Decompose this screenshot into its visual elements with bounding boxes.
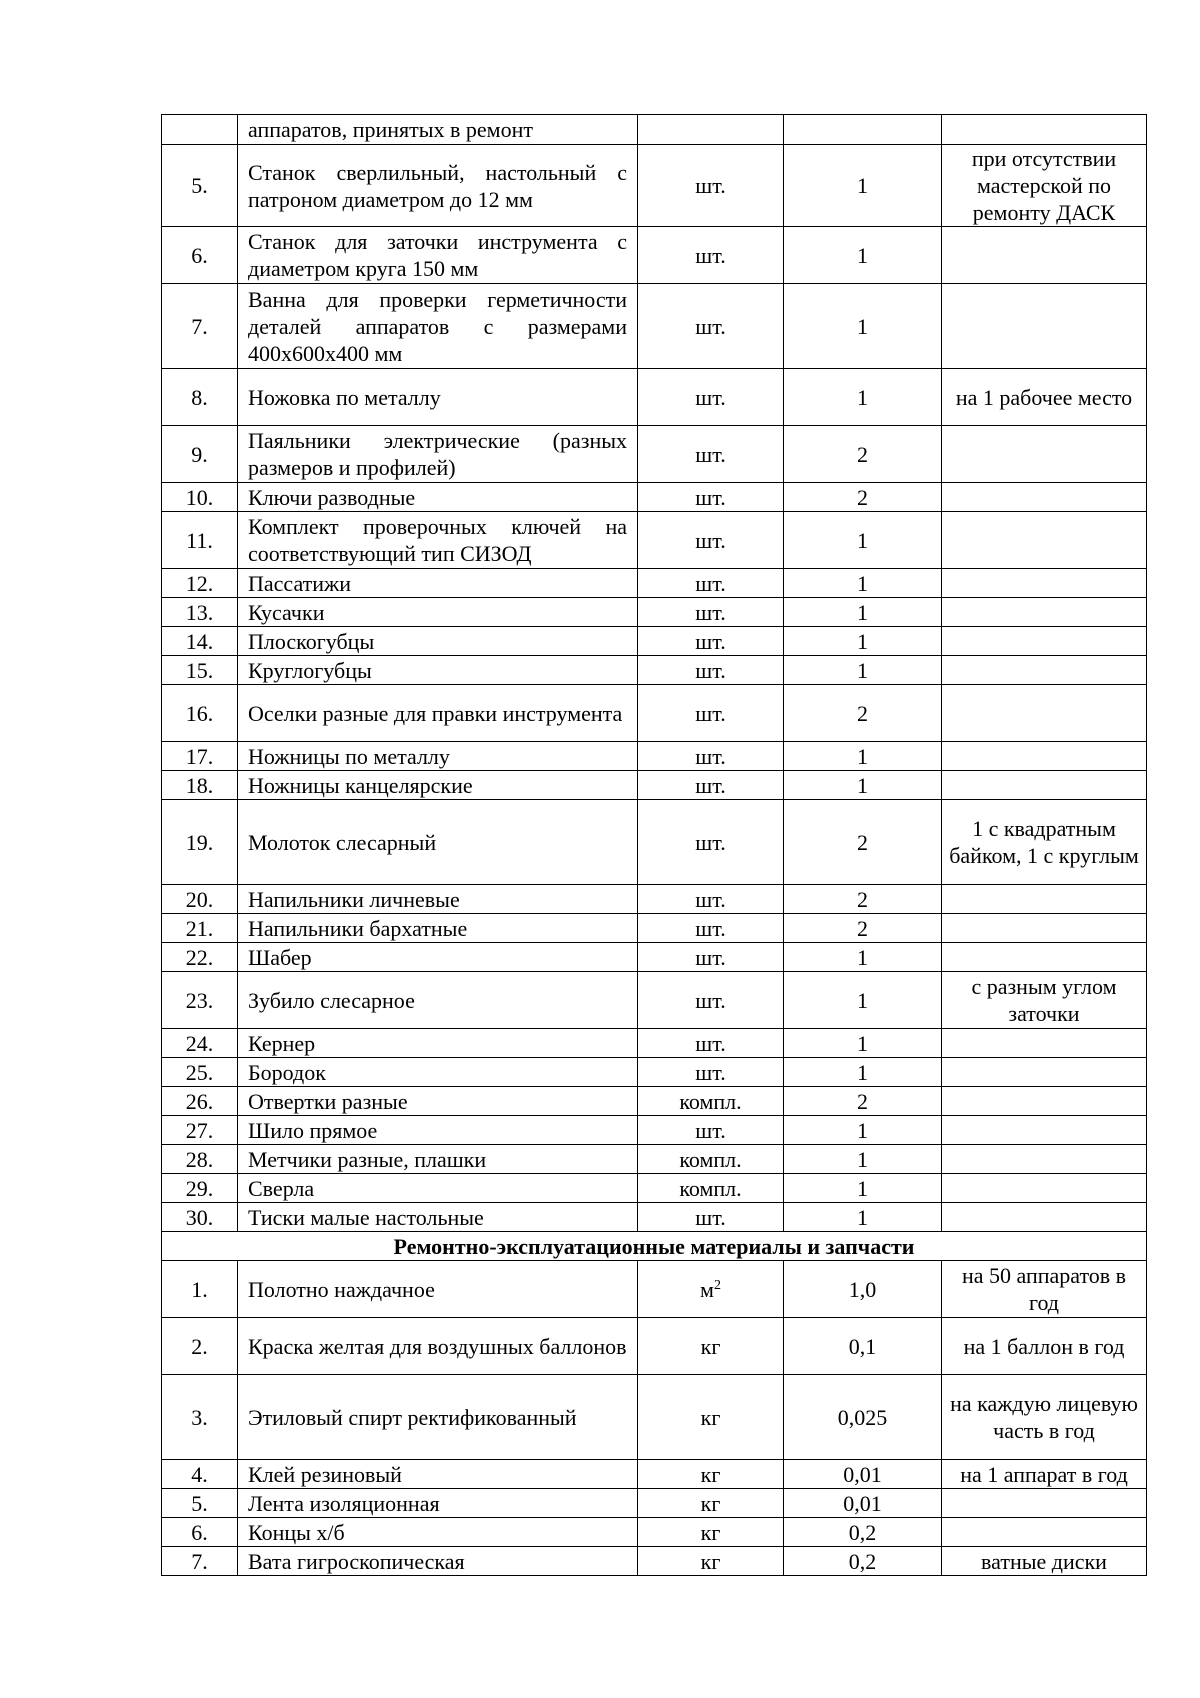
item-unit: шт.: [638, 426, 784, 483]
row-number: 10.: [162, 483, 238, 512]
item-note: [942, 1029, 1147, 1058]
item-note: [942, 426, 1147, 483]
item-note: [942, 512, 1147, 569]
item-quantity: 0,025: [784, 1375, 942, 1460]
item-unit: шт.: [638, 1116, 784, 1145]
item-name: Напильники личневые: [238, 885, 638, 914]
item-note: [942, 1087, 1147, 1116]
table-row: [162, 771, 1147, 800]
table-row: [162, 656, 1147, 685]
row-number: 21.: [162, 914, 238, 943]
item-unit: [638, 115, 784, 145]
item-unit: шт.: [638, 145, 784, 227]
item-quantity: 1: [784, 1145, 942, 1174]
table-row: [162, 1489, 1147, 1518]
item-name: Ключи разводные: [238, 483, 638, 512]
item-note: [942, 885, 1147, 914]
item-name: Паяльники электрические (разных размеров и профилей): [238, 426, 638, 483]
row-number: 23.: [162, 972, 238, 1029]
item-unit: шт.: [638, 943, 784, 972]
section-title: Ремонтно-эксплуатационные материалы и запчасти: [162, 1232, 1147, 1261]
table-row: [162, 569, 1147, 598]
item-quantity: 2: [784, 483, 942, 512]
item-name: Отвертки разные: [238, 1087, 638, 1116]
item-quantity: [784, 115, 942, 145]
item-unit: шт.: [638, 771, 784, 800]
item-quantity: 2: [784, 885, 942, 914]
table-row: [162, 1460, 1147, 1489]
row-number: 11.: [162, 512, 238, 569]
table-row: [162, 1116, 1147, 1145]
item-quantity: 1: [784, 1174, 942, 1203]
item-quantity: 0,2: [784, 1518, 942, 1547]
row-number: 22.: [162, 943, 238, 972]
item-unit: шт.: [638, 598, 784, 627]
item-name: Плоскогубцы: [238, 627, 638, 656]
item-unit: шт.: [638, 1203, 784, 1232]
table-row: [162, 1547, 1147, 1576]
item-unit: [638, 1518, 784, 1547]
row-number: 9.: [162, 426, 238, 483]
table-row: [162, 598, 1147, 627]
item-note: [942, 598, 1147, 627]
item-quantity: 1: [784, 1058, 942, 1087]
item-name: Вата гигроскопическая: [238, 1547, 638, 1576]
table-row: [162, 1518, 1147, 1547]
item-note: на 1 рабочее место: [942, 369, 1147, 426]
table-row: [162, 1029, 1147, 1058]
row-number: 6.: [162, 1518, 238, 1547]
row-number: 5.: [162, 145, 238, 227]
item-note: на 50 аппаратов в год: [942, 1261, 1147, 1318]
row-number: 1.: [162, 1261, 238, 1318]
item-unit: шт.: [638, 284, 784, 369]
row-number: 14.: [162, 627, 238, 656]
table-row: [162, 1174, 1147, 1203]
item-note: [942, 742, 1147, 771]
table-row: [162, 369, 1147, 426]
item-note: [942, 1058, 1147, 1087]
item-quantity: 1: [784, 627, 942, 656]
table-row: [162, 1375, 1147, 1460]
item-unit: шт.: [638, 483, 784, 512]
row-number: 27.: [162, 1116, 238, 1145]
item-unit: шт.: [638, 227, 784, 284]
item-name: Бородок: [238, 1058, 638, 1087]
item-unit: [638, 1261, 784, 1318]
unit-text: кг: [700, 1519, 721, 1545]
item-quantity: 1: [784, 369, 942, 426]
item-name: Круглогубцы: [238, 656, 638, 685]
table-row: [162, 742, 1147, 771]
item-name: Метчики разные, плашки: [238, 1145, 638, 1174]
item-name: Шабер: [238, 943, 638, 972]
item-quantity: 1: [784, 284, 942, 369]
item-note: [942, 1116, 1147, 1145]
item-quantity: 1: [784, 512, 942, 569]
unit-text: м: [700, 1276, 714, 1302]
item-unit: шт.: [638, 1058, 784, 1087]
item-note: [942, 685, 1147, 742]
table-row: [162, 1087, 1147, 1116]
item-note: [942, 115, 1147, 145]
item-note: [942, 656, 1147, 685]
item-quantity: 1: [784, 145, 942, 227]
item-quantity: 2: [784, 800, 942, 885]
row-number: 12.: [162, 569, 238, 598]
item-unit: [638, 1318, 784, 1375]
item-note: на 1 аппарат в год: [942, 1460, 1147, 1489]
table-row: [162, 1318, 1147, 1375]
row-number: [162, 115, 238, 145]
row-number: 19.: [162, 800, 238, 885]
item-name: Станок сверлильный, настольный с патроном диаметром до 12 мм: [238, 145, 638, 227]
item-unit: [638, 1547, 784, 1576]
item-name: Лента изоляционная: [238, 1489, 638, 1518]
item-quantity: 1: [784, 227, 942, 284]
item-name: Кусачки: [238, 598, 638, 627]
item-unit: шт.: [638, 512, 784, 569]
item-unit: шт.: [638, 569, 784, 598]
item-name: Ножницы канцелярские: [238, 771, 638, 800]
item-quantity: 1: [784, 771, 942, 800]
item-name: Молоток слесарный: [238, 800, 638, 885]
row-number: 8.: [162, 369, 238, 426]
item-note: [942, 1489, 1147, 1518]
item-unit: компл.: [638, 1145, 784, 1174]
item-note: на каждую лицевую часть в год: [942, 1375, 1147, 1460]
table-row: [162, 685, 1147, 742]
item-name: Напильники бархатные: [238, 914, 638, 943]
item-note: [942, 627, 1147, 656]
row-number: 24.: [162, 1029, 238, 1058]
item-note: [942, 227, 1147, 284]
item-quantity: 2: [784, 1087, 942, 1116]
table-row: [162, 512, 1147, 569]
item-name: аппаратов, принятых в ремонт: [238, 115, 638, 145]
table-row: [162, 1261, 1147, 1318]
unit-text: кг: [700, 1548, 721, 1574]
table-row: [162, 284, 1147, 369]
item-quantity: 0,1: [784, 1318, 942, 1375]
item-quantity: 1: [784, 598, 942, 627]
item-note: ватные диски: [942, 1547, 1147, 1576]
item-quantity: 1: [784, 569, 942, 598]
unit-exponent: 2: [713, 1277, 721, 1293]
item-name: Клей резиновый: [238, 1460, 638, 1489]
item-note: [942, 914, 1147, 943]
row-number: 18.: [162, 771, 238, 800]
table-row: [162, 115, 1147, 145]
item-unit: [638, 1375, 784, 1460]
row-number: 7.: [162, 284, 238, 369]
unit-text: кг: [700, 1490, 721, 1516]
section-header-row: [162, 1232, 1147, 1261]
item-name: Кернер: [238, 1029, 638, 1058]
item-quantity: 1: [784, 742, 942, 771]
item-name: Тиски малые настольные: [238, 1203, 638, 1232]
item-name: Ножницы по металлу: [238, 742, 638, 771]
item-quantity: 2: [784, 685, 942, 742]
item-name: Краска желтая для воздушных баллонов: [238, 1318, 638, 1375]
item-name: Комплект проверочных ключей на соответствующий тип СИЗОД: [238, 512, 638, 569]
unit-text: кг: [700, 1333, 721, 1359]
item-note: [942, 1203, 1147, 1232]
table-row: [162, 227, 1147, 284]
item-name: Ножовка по металлу: [238, 369, 638, 426]
row-number: 30.: [162, 1203, 238, 1232]
item-unit: шт.: [638, 885, 784, 914]
item-unit: шт.: [638, 1029, 784, 1058]
item-unit: компл.: [638, 1087, 784, 1116]
item-name: Этиловый спирт ректификованный: [238, 1375, 638, 1460]
row-number: 6.: [162, 227, 238, 284]
item-note: 1 с квадратным байком, 1 с круглым: [942, 800, 1147, 885]
row-number: 3.: [162, 1375, 238, 1460]
item-quantity: 2: [784, 426, 942, 483]
row-number: 20.: [162, 885, 238, 914]
row-number: 17.: [162, 742, 238, 771]
table-row: [162, 483, 1147, 512]
item-quantity: 0,01: [784, 1460, 942, 1489]
row-number: 4.: [162, 1460, 238, 1489]
table-row: [162, 885, 1147, 914]
item-note: [942, 483, 1147, 512]
item-quantity: 1: [784, 1116, 942, 1145]
row-number: 26.: [162, 1087, 238, 1116]
row-number: 28.: [162, 1145, 238, 1174]
item-unit: шт.: [638, 685, 784, 742]
item-note: [942, 1174, 1147, 1203]
item-quantity: 2: [784, 914, 942, 943]
item-quantity: 0,2: [784, 1547, 942, 1576]
item-note: на 1 баллон в год: [942, 1318, 1147, 1375]
item-note: [942, 771, 1147, 800]
item-quantity: 1: [784, 1029, 942, 1058]
row-number: 7.: [162, 1547, 238, 1576]
item-name: Полотно наждачное: [238, 1261, 638, 1318]
table-row: [162, 800, 1147, 885]
item-note: при отсутствии мастерской по ремонту ДАСК: [942, 145, 1147, 227]
item-unit: шт.: [638, 656, 784, 685]
unit-text: кг: [700, 1404, 721, 1430]
item-name: Шило прямое: [238, 1116, 638, 1145]
table-row: [162, 914, 1147, 943]
item-note: [942, 569, 1147, 598]
item-name: Пассатижи: [238, 569, 638, 598]
item-unit: [638, 1460, 784, 1489]
item-note: [942, 284, 1147, 369]
item-unit: шт.: [638, 742, 784, 771]
item-note: [942, 1518, 1147, 1547]
row-number: 13.: [162, 598, 238, 627]
item-unit: шт.: [638, 800, 784, 885]
unit-text: кг: [700, 1461, 721, 1487]
row-number: 16.: [162, 685, 238, 742]
item-unit: [638, 1489, 784, 1518]
table-row: [162, 1145, 1147, 1174]
table-row: [162, 943, 1147, 972]
item-quantity: 1: [784, 656, 942, 685]
item-quantity: 1: [784, 1203, 942, 1232]
row-number: 25.: [162, 1058, 238, 1087]
item-name: Станок для заточки инструмента с диаметром круга 150 мм: [238, 227, 638, 284]
table-row: [162, 145, 1147, 227]
table-row: [162, 1058, 1147, 1087]
row-number: 29.: [162, 1174, 238, 1203]
item-name: Сверла: [238, 1174, 638, 1203]
item-quantity: 0,01: [784, 1489, 942, 1518]
item-name: Оселки разные для правки инструмента: [238, 685, 638, 742]
table-row: [162, 627, 1147, 656]
item-name: Концы х/б: [238, 1518, 638, 1547]
row-number: 2.: [162, 1318, 238, 1375]
item-note: [942, 1145, 1147, 1174]
item-name: Ванна для проверки герметичности деталей аппаратов с размерами 400х600х400 мм: [238, 284, 638, 369]
item-quantity: 1: [784, 972, 942, 1029]
table-row: [162, 1203, 1147, 1232]
table-row: [162, 426, 1147, 483]
item-quantity: 1,0: [784, 1261, 942, 1318]
row-number: 5.: [162, 1489, 238, 1518]
item-unit: компл.: [638, 1174, 784, 1203]
item-unit: шт.: [638, 369, 784, 426]
item-unit: шт.: [638, 627, 784, 656]
item-name: Зубило слесарное: [238, 972, 638, 1029]
row-number: 15.: [162, 656, 238, 685]
item-unit: шт.: [638, 972, 784, 1029]
item-note: [942, 943, 1147, 972]
equipment-table: [161, 114, 1147, 1576]
table-row: [162, 972, 1147, 1029]
item-quantity: 1: [784, 943, 942, 972]
item-note: с разным углом заточки: [942, 972, 1147, 1029]
item-unit: шт.: [638, 914, 784, 943]
